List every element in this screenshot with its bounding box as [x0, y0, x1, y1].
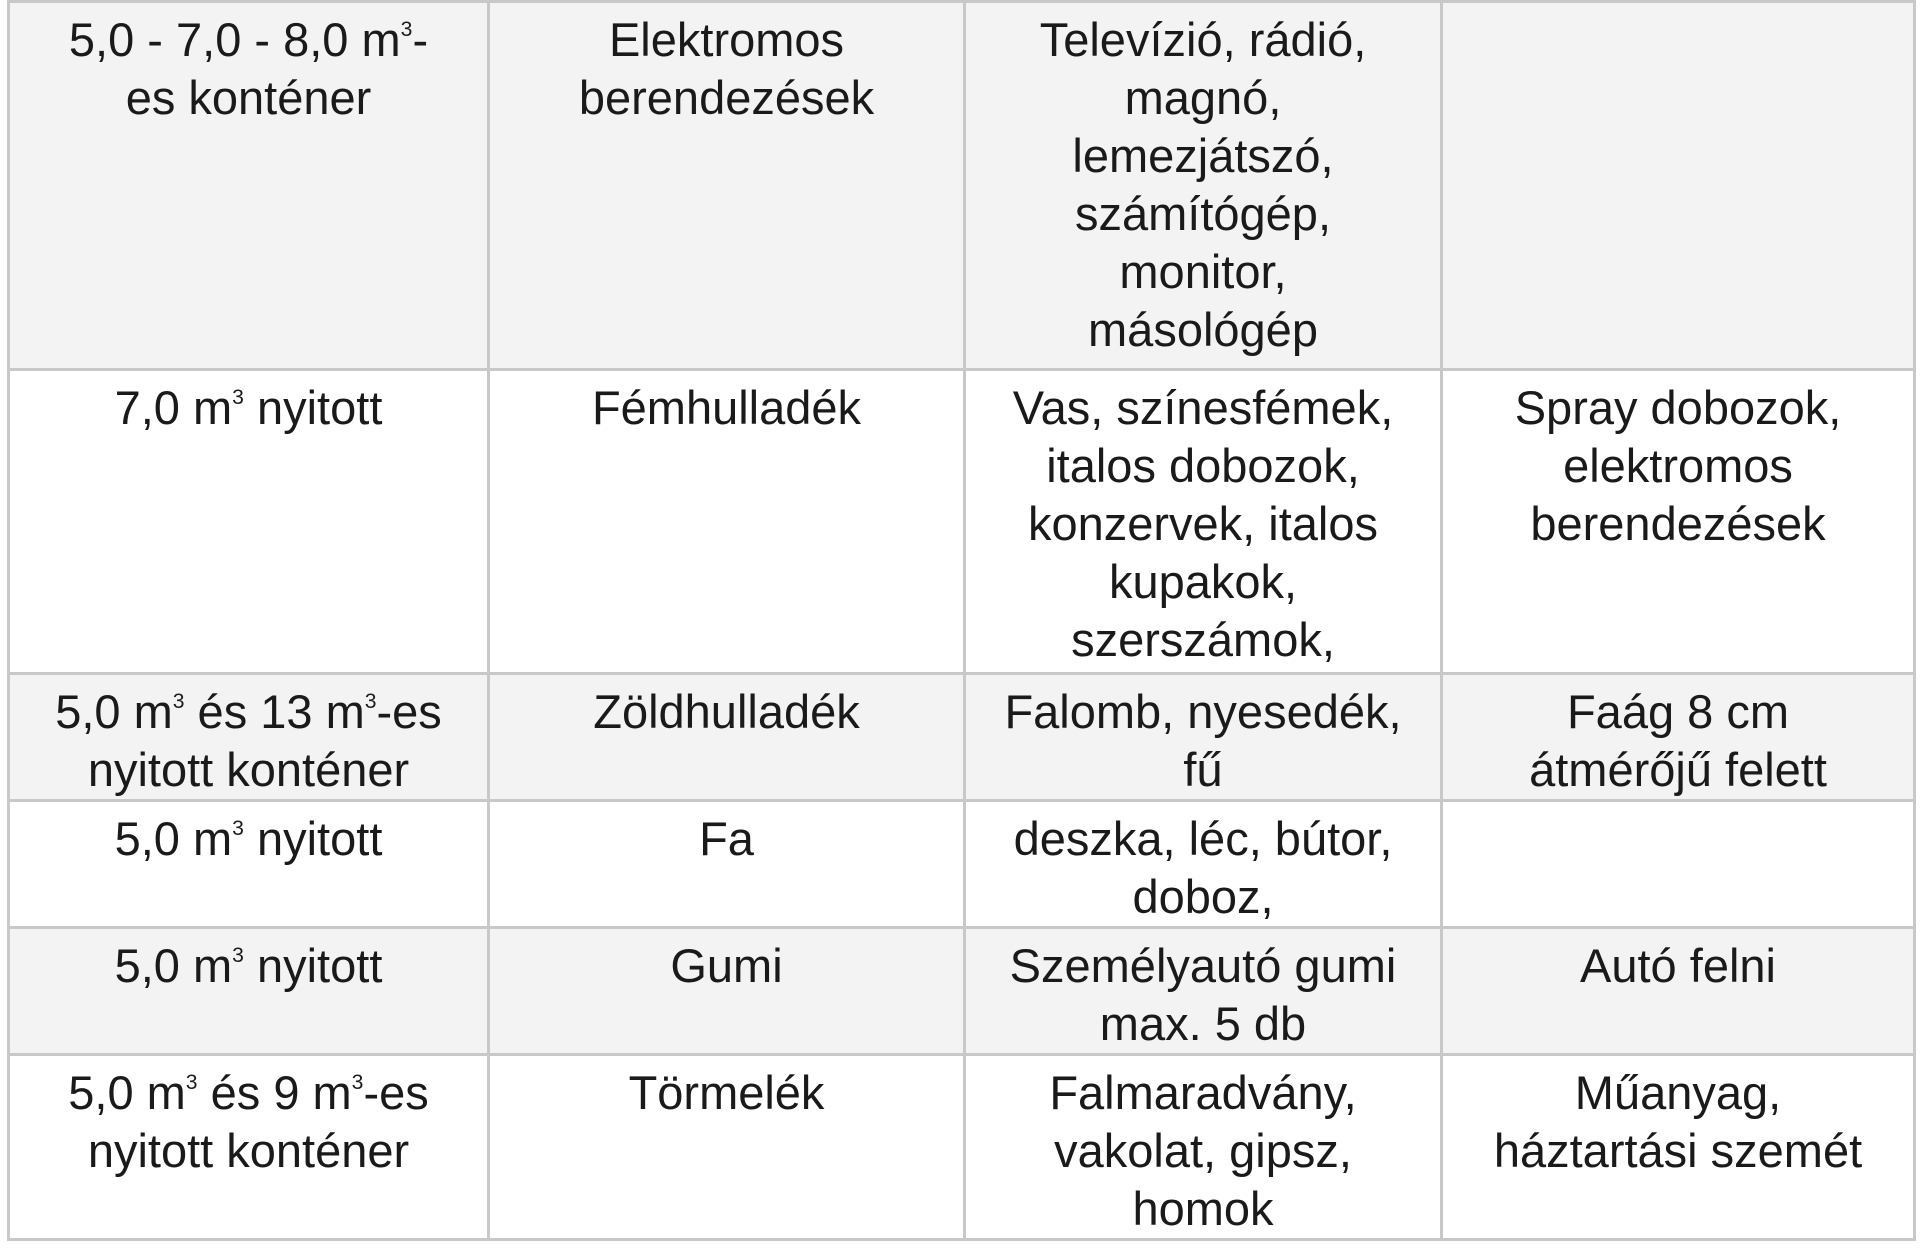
container-text: 7,0 m	[114, 381, 233, 434]
accepted-line: szerszámok,	[1071, 613, 1335, 666]
container-line	[22, 937, 475, 995]
excluded-items-cell	[1442, 370, 1915, 674]
container-text: -	[412, 13, 429, 66]
superscript: 3	[232, 385, 244, 409]
container-line	[22, 11, 475, 69]
accepted-line: magnó,	[1124, 71, 1282, 124]
accepted-line: vakolat, gipsz,	[1054, 1124, 1352, 1177]
container-line	[22, 810, 475, 868]
excluded-items-cell	[1442, 928, 1915, 1055]
accepted-line: monitor,	[1119, 245, 1287, 298]
container-text: és 13 m	[184, 685, 365, 738]
accepted-items-cell	[965, 674, 1442, 801]
accepted-line: doboz,	[1132, 870, 1274, 923]
accepted-items-cell	[965, 928, 1442, 1055]
accepted-line: Személyautó gumi	[1009, 939, 1397, 992]
superscript: 3	[232, 816, 244, 840]
category-line: Zöldhulladék	[593, 685, 860, 738]
excluded-items-cell	[1442, 1055, 1915, 1240]
accepted-line: számítógép,	[1074, 187, 1332, 240]
table-row	[9, 2, 1915, 370]
container-text: -es	[376, 685, 442, 738]
accepted-line: konzervek, italos	[1027, 497, 1379, 550]
excluded-items-cell	[1442, 2, 1915, 370]
excluded-line: átmérőjű felett	[1529, 743, 1827, 796]
superscript: 3	[351, 1070, 364, 1094]
container-text: 5,0 m	[114, 812, 233, 865]
superscript: 3	[400, 17, 413, 41]
container-text: nyitott	[243, 381, 383, 434]
accepted-items-cell	[965, 2, 1442, 370]
accepted-line: Falmaradvány,	[1049, 1066, 1357, 1119]
accepted-line: kupakok,	[1108, 555, 1298, 608]
category-line: Törmelék	[628, 1066, 825, 1119]
excluded-line: elektromos	[1563, 439, 1793, 492]
superscript: 3	[172, 689, 185, 713]
table-row	[9, 928, 1915, 1055]
excluded-line: háztartási szemét	[1493, 1124, 1863, 1177]
table-row	[9, 801, 1915, 928]
accepted-line: másológép	[1088, 303, 1318, 356]
excluded-line: Műanyag,	[1574, 1066, 1782, 1119]
container-text: -es	[363, 1066, 429, 1119]
waste-container-table	[7, 0, 1916, 1241]
superscript: 3	[232, 943, 244, 967]
excluded-line: Autó felni	[1580, 939, 1776, 992]
category-line: berendezések	[578, 71, 875, 124]
accepted-line: italos dobozok,	[1046, 439, 1360, 492]
container-cell	[9, 2, 489, 370]
container-text: 5,0 m	[68, 1066, 186, 1119]
superscript: 3	[364, 689, 377, 713]
table-row	[9, 674, 1915, 801]
table-row	[9, 370, 1915, 674]
table-row	[9, 1055, 1915, 1240]
excluded-items-cell	[1442, 674, 1915, 801]
container-text: 5,0 m	[55, 685, 173, 738]
container-line	[22, 1064, 475, 1122]
category-cell	[489, 1055, 965, 1240]
category-cell	[489, 674, 965, 801]
container-cell	[9, 928, 489, 1055]
waste-container-table-wrapper	[7, 0, 1913, 1241]
container-line: nyitott konténer	[87, 1124, 410, 1177]
excluded-line: Faág 8 cm	[1566, 685, 1790, 738]
container-cell	[9, 801, 489, 928]
category-line: Gumi	[670, 939, 783, 992]
container-text: és 9 m	[197, 1066, 352, 1119]
accepted-line: deszka, léc, bútor,	[1013, 812, 1393, 865]
container-line: nyitott konténer	[87, 743, 410, 796]
container-text: nyitott	[243, 812, 383, 865]
accepted-line: homok	[1132, 1182, 1274, 1235]
accepted-items-cell	[965, 801, 1442, 928]
category-cell	[489, 2, 965, 370]
container-cell	[9, 674, 489, 801]
accepted-line: fű	[1183, 743, 1223, 796]
excluded-items-cell	[1442, 801, 1915, 928]
container-text: 5,0 - 7,0 - 8,0 m	[68, 13, 401, 66]
superscript: 3	[185, 1070, 198, 1094]
container-cell	[9, 1055, 489, 1240]
accepted-line: Televízió, rádió,	[1039, 13, 1367, 66]
container-text: nyitott	[243, 939, 383, 992]
container-line	[22, 379, 475, 437]
accepted-items-cell	[965, 370, 1442, 674]
accepted-line: lemezjátszó,	[1072, 129, 1334, 182]
excluded-line: Spray dobozok,	[1514, 381, 1842, 434]
excluded-line: berendezések	[1530, 497, 1826, 550]
category-cell	[489, 928, 965, 1055]
category-line: Fa	[699, 812, 754, 865]
category-cell	[489, 370, 965, 674]
accepted-line: Falomb, nyesedék,	[1004, 685, 1402, 738]
container-cell	[9, 370, 489, 674]
container-line: es konténer	[125, 71, 372, 124]
accepted-line: max. 5 db	[1099, 997, 1307, 1050]
accepted-items-cell	[965, 1055, 1442, 1240]
container-line	[22, 683, 475, 741]
category-line: Elektromos	[608, 13, 845, 66]
accepted-line: Vas, színesfémek,	[1012, 381, 1394, 434]
container-text: 5,0 m	[114, 939, 233, 992]
category-cell	[489, 801, 965, 928]
category-line: Fémhulladék	[591, 381, 862, 434]
